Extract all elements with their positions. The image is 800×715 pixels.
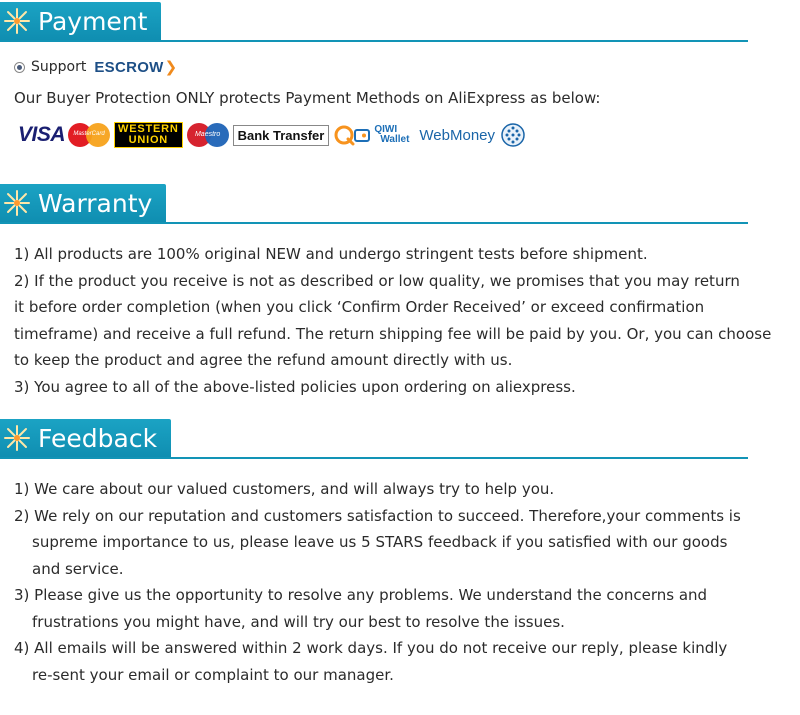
escrow-logo: ESCROW xyxy=(94,58,164,76)
warranty-header-rule xyxy=(0,222,748,224)
support-label: Support xyxy=(31,59,87,75)
feedback-body xyxy=(14,476,741,688)
maestro-text: Maestro xyxy=(194,131,221,138)
payment-title-text: Payment xyxy=(38,7,148,36)
payment-header xyxy=(0,2,800,42)
sparkle-icon xyxy=(4,425,30,451)
feedback-line: 1) We care about our valued customers, and will always try to help you. xyxy=(14,480,555,498)
feedback-line: 2) We rely on our reputation and customers satisfaction to succeed. Therefore,your comments is xyxy=(14,506,741,525)
webmoney-globe-icon xyxy=(501,123,525,147)
support-radio[interactable] xyxy=(14,62,25,73)
feedback-line: re-sent your email or complaint to our manager. xyxy=(32,665,394,684)
feedback-line: frustrations you might have, and will try our best to resolve the issues. xyxy=(32,612,565,631)
payment-methods xyxy=(18,122,525,148)
warranty-line: 1) All products are 100% original NEW and undergo stringent tests before shipment. xyxy=(14,245,648,263)
western-union-top: WESTERN xyxy=(118,123,179,135)
qiwi-text-bottom: Wallet xyxy=(380,134,410,145)
feedback-section xyxy=(0,419,800,684)
qiwi-icon xyxy=(333,124,373,146)
warranty-title-text: Warranty xyxy=(38,189,153,218)
warranty-header xyxy=(0,184,800,224)
protection-text: Our Buyer Protection ONLY protects Payment Methods on AliExpress as below: xyxy=(14,89,601,107)
bank-transfer-logo: Bank Transfer xyxy=(233,125,330,146)
warranty-section xyxy=(0,184,800,396)
western-union-logo xyxy=(114,122,183,148)
qiwi-text-top: QIWI xyxy=(374,124,398,135)
warranty-line: to keep the product and agree the refund amount directly with us. xyxy=(14,351,513,369)
maestro-logo xyxy=(187,123,229,147)
feedback-header xyxy=(0,419,800,459)
sparkle-icon xyxy=(4,190,30,216)
warranty-line: 3) You agree to all of the above-listed policies upon ordering on aliexpress. xyxy=(14,377,576,396)
sparkle-icon xyxy=(4,8,30,34)
payment-section xyxy=(0,2,800,146)
visa-logo: VISA xyxy=(18,123,66,146)
warranty-line: 2) If the product you receive is not as described or low quality, we promises that you may return xyxy=(14,271,740,290)
feedback-title-text: Feedback xyxy=(38,424,158,453)
western-union-bottom: UNION xyxy=(128,134,169,146)
feedback-header-rule xyxy=(0,457,748,459)
qiwi-wallet-logo xyxy=(333,124,409,146)
warranty-body xyxy=(14,241,771,400)
warranty-line: it before order completion (when you click ‘Confirm Order Received’ or exceed confirmation xyxy=(14,298,705,316)
feedback-line: 3) Please give us the opportunity to resolve any problems. We understand the concerns and xyxy=(14,586,708,604)
mastercard-text: MasterCard xyxy=(73,131,105,137)
feedback-line: and service. xyxy=(32,559,124,578)
escrow-arrow-icon: ❯ xyxy=(164,58,178,76)
webmoney-logo: WebMoney xyxy=(419,126,495,144)
feedback-line: supreme importance to us, please leave us 5 STARS feedback if you satisfied with our goods xyxy=(32,533,728,551)
mastercard-logo xyxy=(68,123,110,147)
feedback-line: 4) All emails will be answered within 2 work days. If you do not receive our reply, please kindly xyxy=(14,639,728,657)
support-row xyxy=(14,58,177,76)
warranty-line: timeframe) and receive a full refund. The return shipping fee will be paid by you. Or, you can choose xyxy=(14,324,772,343)
payment-header-rule xyxy=(0,40,748,42)
